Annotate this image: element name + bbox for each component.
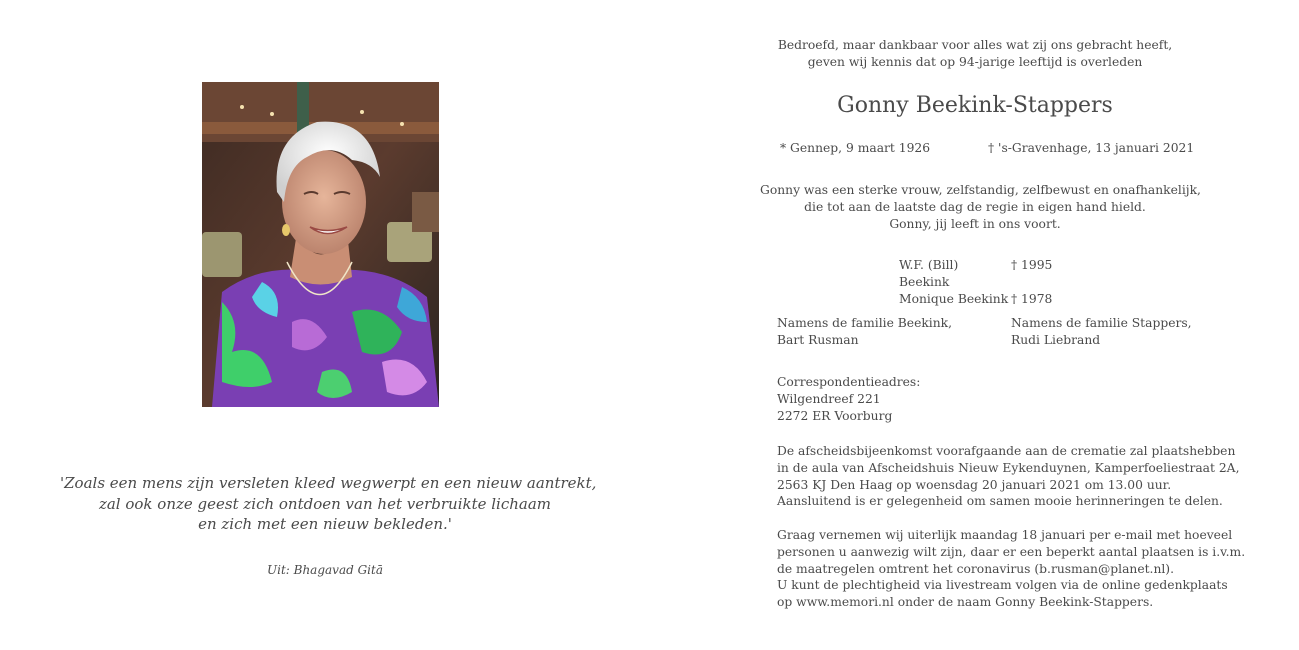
intro-text <box>760 37 1190 71</box>
address-line: 2272 ER Voorburg <box>777 408 893 423</box>
tribute-text <box>760 182 1201 232</box>
tribute-line: Gonny, jij leeft in ons voort. <box>889 216 1061 231</box>
farewell-line: 2563 KJ Den Haag op woensdag 20 januari 2021 om 13.00 uur. <box>777 477 1172 492</box>
registration-line: Graag vernemen wij uiterlijk maandag 18 januari per e-mail met hoeveel <box>777 528 1233 542</box>
deceased-name: Gonny Beekink-Stappers <box>837 93 1113 118</box>
birth-info: * Gennep, 9 maart 1926 <box>780 141 931 155</box>
quote-line: en zich met een nieuw bekleden.' <box>198 515 452 533</box>
registration-line: U kunt de plechtigheid via livestream volgen via de online gedenkplaats <box>777 578 1228 593</box>
predeceased-row <box>899 257 1052 291</box>
registration-line: personen u aanwezig wilt zijn, daar er een beperkt aantal plaatsen is i.v.m. <box>777 544 1246 559</box>
family-beekink <box>777 315 952 349</box>
quote-line: zal ook onze geest zich ontdoen van het verbruikte lichaam <box>98 494 552 513</box>
registration-line: de maatregelen omtrent het coronavirus (b.rusman@planet.nl). <box>777 561 1175 576</box>
predeceased-row <box>899 291 1052 308</box>
farewell-line: De afscheidsbijeenkomst voorafgaande aan de crematie zal plaatshebben <box>777 444 1236 458</box>
family-stappers <box>1011 315 1192 349</box>
family-line: Namens de familie Beekink, <box>777 316 953 330</box>
portrait-illustration <box>202 82 439 407</box>
farewell-info <box>777 443 1239 510</box>
quote-line: 'Zoals een mens zijn versleten kleed wegwerpt en een nieuw aantrekt, <box>60 474 597 492</box>
correspondence-address <box>777 374 920 424</box>
family-line: Bart Rusman <box>777 332 859 347</box>
family-line: Namens de familie Stappers, <box>1011 316 1192 330</box>
intro-line: geven wij kennis dat op 94-jarige leeftijd is overleden <box>807 54 1143 69</box>
predeceased-year: † 1978 <box>1011 291 1053 306</box>
quote-source: Uit: Bhagavad Gitā <box>267 563 383 577</box>
address-line: Wilgendreef 221 <box>777 391 881 406</box>
predeceased-year: † 1995 <box>1011 258 1053 272</box>
farewell-line: Aansluitend is er gelegenheid om samen mooie herinneringen te delen. <box>777 494 1223 509</box>
intro-line: Bedroefd, maar dankbaar voor alles wat zij ons gebracht heeft, <box>777 38 1173 52</box>
death-info: † 's-Gravenhage, 13 januari 2021 <box>988 141 1195 155</box>
quote <box>60 473 597 535</box>
predeceased-name: W.F. (Bill) Beekink <box>899 258 959 289</box>
predeceased-list <box>899 257 1052 307</box>
predeceased-name: Monique Beekink <box>899 291 1009 306</box>
family-line: Rudi Liebrand <box>1011 332 1101 347</box>
tribute-line: die tot aan de laatste dag de regie in eigen hand hield. <box>804 199 1146 214</box>
registration-line: op www.memori.nl onder de naam Gonny Beekink-Stappers. <box>777 595 1154 610</box>
portrait-photo <box>202 82 439 407</box>
tribute-line: Gonny was een sterke vrouw, zelfstandig, zelfbewust en onafhankelijk, <box>760 183 1201 197</box>
registration-info <box>777 527 1245 611</box>
farewell-line: in de aula van Afscheidshuis Nieuw Eykenduynen, Kamperfoeliestraat 2A, <box>777 460 1240 475</box>
address-line: Correspondentieadres: <box>777 375 921 389</box>
